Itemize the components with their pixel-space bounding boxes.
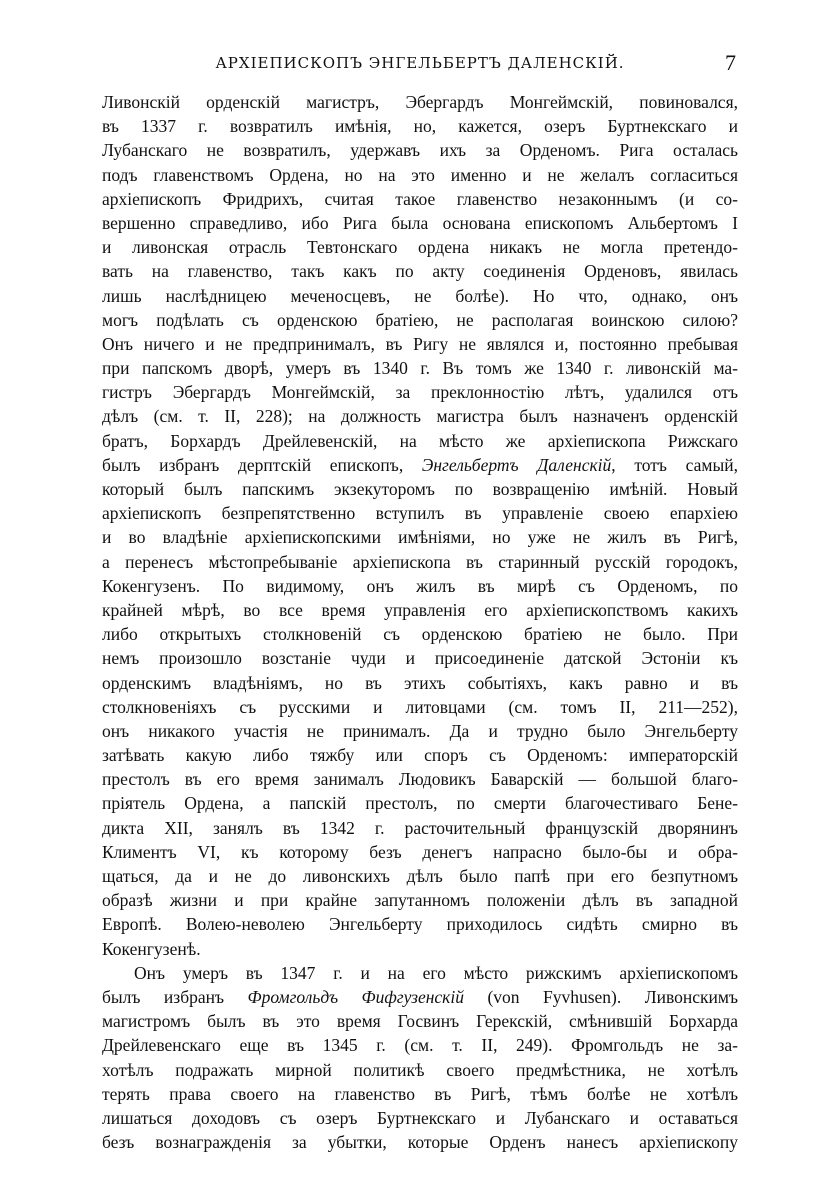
text-line: магистромъ былъ въ это время Госвинъ Герекскій, смѣнившій Борхарда (102, 1011, 738, 1032)
text-line-with-name (102, 453, 738, 477)
text-line: архіепископъ Фридрихъ, считая такое главенство незаконнымъ (и со- (102, 188, 738, 209)
text-line: Лубанскаго не возвратилъ, удержавъ ихъ за Орденомъ. Рига осталась (102, 140, 738, 161)
text-line: затѣвать какую либо тяжбу или споръ съ Орденомъ: императорскій (102, 745, 738, 766)
text-line: дикта XII, занялъ въ 1342 г. расточительный французскій дворянинъ (102, 817, 738, 838)
text-line: хотѣлъ подражать мирной политикѣ своего предмѣстника, не хотѣлъ (102, 1059, 738, 1080)
text-line: столкновеніяхъ съ русскими и литовцами (см. томъ II, 211—252), (102, 696, 738, 717)
text-line: Онъ ничего и не предпринималъ, въ Ригу не являлся и, постоянно пребывая (102, 333, 738, 354)
running-head: АРХІЕПИСКОПЪ ЭНГЕЛЬБЕРТЪ ДАЛЕНСКІЙ. (215, 54, 625, 72)
text-line: гистръ Эбергардъ Монгеймскій, за преклонностію лѣтъ, удалился отъ (102, 382, 738, 403)
text-line: онъ никакого участія не принималъ. Да и трудно было Энгельберту (102, 720, 738, 741)
text-line: подъ главенствомъ Ордена, но на это именно и не желалъ согласиться (102, 164, 738, 185)
text-line: а перенесъ мѣстопребываніе архіепископа въ старинный русскій городокъ, (102, 551, 738, 572)
text-line: лишаться доходовъ съ озеръ Буртнекскаго и Лубанскаго и оставаться (102, 1107, 738, 1128)
page-header (100, 50, 740, 82)
text-fragment: былъ избранъ дерптскій епископъ, (102, 454, 422, 475)
text-line: щаться, да и не до ливонскихъ дѣлъ было папѣ при его безпутномъ (102, 866, 738, 886)
text-line: крайней мѣрѣ, во все время управленія его архіепископствомъ какихъ (102, 599, 738, 620)
text-line: архіепископъ безпрепятственно вступилъ въ управленіе своею епархіею (102, 503, 738, 524)
text-line: терять права своего на главенство въ Ригѣ, тѣмъ болѣе не хотѣлъ (102, 1083, 738, 1104)
text-line: Ливонскій орденскій магистръ, Эбергардъ Монгеймскій, повиновался, (102, 92, 738, 112)
text-line: вать на главенство, такъ какъ по акту соединенія Орденовъ, явилась (102, 261, 738, 282)
text-line: Климентъ VI, къ которому безъ денегъ напрасно было-бы и обра- (102, 841, 738, 862)
text-line: вершенно справедливо, ибо Рига была основана епископомъ Альбертомъ I (102, 212, 738, 233)
text-line: братъ, Борхардъ Дрейлевенскій, на мѣсто же архіепископа Рижскаго (102, 430, 738, 451)
italic-name: Фромгольдъ Фифгузенскій (247, 986, 464, 1007)
text-fragment: былъ избранъ (102, 986, 248, 1007)
text-line: орденскимъ владѣніямъ, но въ этихъ событіяхъ, какъ равно и въ (102, 672, 738, 693)
text-line: престолъ въ его время занималъ Людовикъ Баварскій — большой благо- (102, 769, 738, 790)
text-line: въ 1337 г. возвратилъ имѣнія, но, кажется, озеръ Буртнекскаго и (102, 116, 738, 137)
text-fragment: , тотъ самый, (611, 454, 738, 475)
text-line: безъ вознагражденія за убытки, которые Орденъ нанесъ архіепископу (102, 1132, 738, 1153)
text-line: Кокенгузенъ. По видимому, онъ жилъ въ мирѣ съ Орденомъ, по (102, 575, 738, 596)
text-line: дѣлъ (см. т. II, 228); на должность магистра былъ назначенъ орденскій (102, 406, 738, 427)
text-fragment: (von Fyvhusen). Ливонскимъ (463, 986, 738, 1007)
text-line: немъ произошло возстаніе чуди и присоединеніе датской Эстоніи къ (102, 648, 738, 669)
text-line: и ливонская отрасль Тевтонскаго ордена никакъ не могла претендо- (102, 237, 738, 258)
paragraph-2 (102, 961, 738, 1155)
text-line: Дрейлевенскаго еще въ 1345 г. (см. т. II, 249). Фромгольдъ не за- (102, 1035, 738, 1056)
text-line: либо открытыхъ столкновеній съ орденскою братіею не было. При (102, 624, 738, 645)
text-line: Онъ умеръ въ 1347 г. и на его мѣсто рижскимъ архіепископомъ (134, 962, 738, 983)
body-text (102, 90, 738, 1154)
text-line: Европѣ. Волею-неволею Энгельберту приходилось сидѣть смирно въ (102, 914, 738, 935)
text-line-with-name (102, 985, 738, 1009)
text-line: при папскомъ дворѣ, умеръ въ 1340 г. Въ томъ же 1340 г. ливонскій ма- (102, 358, 738, 379)
text-line: и во владѣніе архіепископскими имѣніями, но уже не жилъ въ Ригѣ, (102, 527, 738, 548)
text-line: пріятель Ордена, а папскій престолъ, по смерти благочестиваго Бене- (102, 793, 738, 814)
text-line: образѣ жизни и при крайне запутанномъ положеніи дѣлъ въ западной (102, 890, 738, 911)
text-line: могъ подѣлать съ орденскою братіею, не располагая воинскою силою? (102, 309, 738, 330)
paragraph-1 (102, 90, 738, 961)
text-line: лишь наслѣдницею меченосцевъ, не болѣе). Но что, однако, онъ (102, 285, 738, 306)
text-line: Кокенгузенѣ. (102, 938, 201, 959)
text-line: который былъ папскимъ экзекуторомъ по возвращенію имѣній. Новый (102, 479, 738, 499)
page-number: 7 (725, 50, 736, 75)
italic-name: Энгельбертъ Даленскій (421, 454, 612, 475)
